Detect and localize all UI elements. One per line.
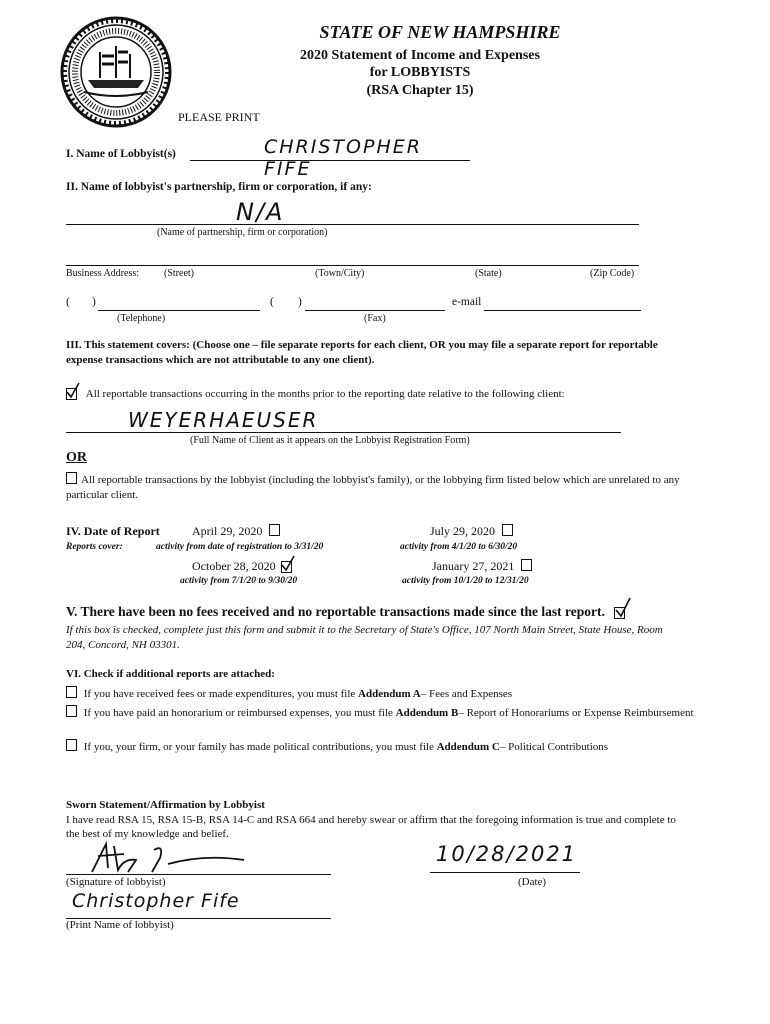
option-unrelated-text: All reportable transactions by the lobbyist (including the lobbyist's family), or the lobbying firm listed below which are unrelated to any particular client. — [66, 474, 680, 501]
client-name-caption: (Full Name of Client as it appears on the Lobbyist Registration Form) — [190, 435, 470, 446]
firm-field[interactable] — [66, 198, 639, 226]
client-name-field[interactable] — [66, 408, 621, 433]
report-date-july-label: July 29, 2020 — [430, 524, 496, 538]
print-name-field[interactable] — [66, 890, 331, 919]
report-date-january-checkbox[interactable] — [521, 559, 532, 571]
report-date-july — [430, 524, 517, 539]
sworn-statement-text: I have read RSA 15, RSA 15-B, RSA 14-C and RSA 664 and hereby swear or affirm that the foregoing information is true and complete to the best of my knowledge and belief. — [66, 814, 676, 840]
addendum-c-name: Addendum C — [436, 741, 500, 753]
phone-paren-open: ( — [66, 296, 70, 308]
town-caption: (Town/City) — [315, 268, 365, 279]
firm-value: N/A — [236, 198, 285, 226]
report-date-april-label: April 29, 2020 — [192, 524, 263, 538]
form-subtitle-2: for LOBBYISTS — [369, 65, 471, 80]
lobbyist-name-label: I. Name of Lobbyist(s) — [66, 148, 176, 160]
telephone-field[interactable] — [98, 296, 260, 311]
option-client — [66, 388, 686, 400]
signature-image — [84, 838, 284, 880]
addendum-b-tail: – Report of Honorariums or Expense Reimbursement — [458, 707, 694, 719]
fax-paren-open: ( — [270, 296, 274, 308]
signature-field[interactable] — [66, 838, 331, 875]
check-mark-icon — [614, 597, 632, 619]
report-date-january-label: January 27, 2021 — [432, 559, 515, 573]
check-mark-icon — [280, 555, 296, 573]
signature-caption: (Signature of lobbyist) — [66, 876, 166, 888]
email-label: e-mail — [452, 296, 482, 308]
report-date-october-label: October 28, 2020 — [192, 559, 276, 573]
report-date-january-range: activity from 10/1/20 to 12/31/20 — [402, 576, 529, 586]
zip-caption: (Zip Code) — [590, 268, 635, 279]
state-seal — [60, 16, 172, 128]
statement-covers-label: III. This statement covers: (Choose one – file separate reports for each client, OR you may file a separate report for reportable expense transactions which are not attributable to any one client). — [66, 339, 658, 366]
addendum-c-text: If you, your firm, or your family has made political contributions, you must file — [83, 741, 434, 753]
addendum-c-row — [66, 739, 706, 753]
addendum-a-name: Addendum A — [358, 688, 421, 700]
addendum-b-text: If you have paid an honorarium or reimbursed expenses, you must file — [83, 707, 393, 719]
print-name-caption: (Print Name of lobbyist) — [66, 919, 174, 931]
date-value: 10/28/2021 — [436, 842, 578, 866]
or-separator: OR — [66, 450, 87, 465]
lobbyist-name-field[interactable] — [190, 136, 470, 180]
report-date-april — [192, 524, 284, 539]
check-mark-icon — [65, 382, 81, 400]
firm-label: II. Name of lobbyist's partnership, firm or corporation, if any: — [66, 181, 372, 193]
addendum-a-checkbox[interactable] — [66, 686, 77, 698]
sworn-statement-label: Sworn Statement/Affirmation by Lobbyist — [66, 799, 265, 811]
no-fees-note: If this box is checked, complete just this form and submit it to the Secretary of State's Office, 107 North Main Street, State House, Room 204, Concord, NH 03301. — [66, 624, 663, 651]
additional-reports-label: VI. Check if additional reports are attached: — [66, 668, 275, 680]
fax-field[interactable] — [305, 296, 445, 311]
addendum-a-text: If you have received fees or made expenditures, you must file — [83, 688, 356, 700]
addendum-b-row — [66, 705, 696, 721]
fax-caption: (Fax) — [364, 313, 386, 324]
option-client-text: All reportable transactions occurring in the months prior to the reporting date relative to the following client: — [85, 388, 565, 400]
state-caption: (State) — [475, 268, 502, 279]
report-date-april-checkbox[interactable] — [269, 524, 280, 536]
form-subtitle-3: (RSA Chapter 15) — [366, 83, 474, 98]
print-name-value: Christopher Fife — [72, 890, 240, 912]
addendum-a-row — [66, 686, 696, 700]
no-fees-label: V. There have been no fees received and no reportable transactions made since the last report. — [66, 604, 605, 619]
report-date-october — [192, 559, 292, 574]
date-field[interactable] — [430, 842, 580, 873]
report-date-april-range: activity from date of registration to 3/31/20 — [156, 542, 324, 552]
report-date-january — [432, 559, 536, 574]
report-date-july-checkbox[interactable] — [502, 524, 513, 536]
option-unrelated-checkbox[interactable] — [66, 472, 77, 484]
client-name-value: WEYERHAEUSER — [128, 408, 319, 432]
form-title: STATE OF NEW HAMPSHIRE — [319, 22, 561, 42]
firm-caption: (Name of partnership, firm or corporation) — [157, 227, 328, 238]
addendum-c-tail: – Political Contributions — [499, 741, 609, 753]
fax-paren-close: ) — [298, 296, 302, 308]
reports-cover-label: Reports cover: — [66, 542, 123, 552]
option-client-checkbox[interactable] — [66, 388, 77, 399]
lobbyist-name-value: CHRISTOPHER FIFE — [264, 136, 422, 180]
report-date-october-checkbox[interactable] — [281, 561, 292, 572]
addendum-b-name: Addendum B — [395, 707, 459, 719]
date-of-report-label: IV. Date of Report — [66, 524, 160, 538]
form-subtitle-1: 2020 Statement of Income and Expenses — [300, 48, 540, 63]
business-address-field[interactable] — [66, 255, 639, 266]
addendum-b-checkbox[interactable] — [66, 705, 77, 717]
street-caption: (Street) — [164, 268, 194, 279]
phone-paren-close: ) — [92, 296, 96, 308]
addendum-a-tail: – Fees and Expenses — [420, 688, 513, 700]
option-unrelated — [66, 472, 691, 503]
no-fees-checkbox[interactable] — [614, 607, 625, 618]
business-address-label: Business Address: — [66, 268, 140, 279]
date-caption: (Date) — [518, 876, 547, 888]
report-date-july-range: activity from 4/1/20 to 6/30/20 — [400, 542, 518, 552]
telephone-caption: (Telephone) — [117, 313, 166, 324]
please-print-label: PLEASE PRINT — [178, 110, 260, 124]
report-date-october-range: activity from 7/1/20 to 9/30/20 — [180, 576, 298, 586]
email-field[interactable] — [484, 296, 641, 311]
no-fees-statement — [66, 604, 625, 620]
addendum-c-checkbox[interactable] — [66, 739, 77, 751]
